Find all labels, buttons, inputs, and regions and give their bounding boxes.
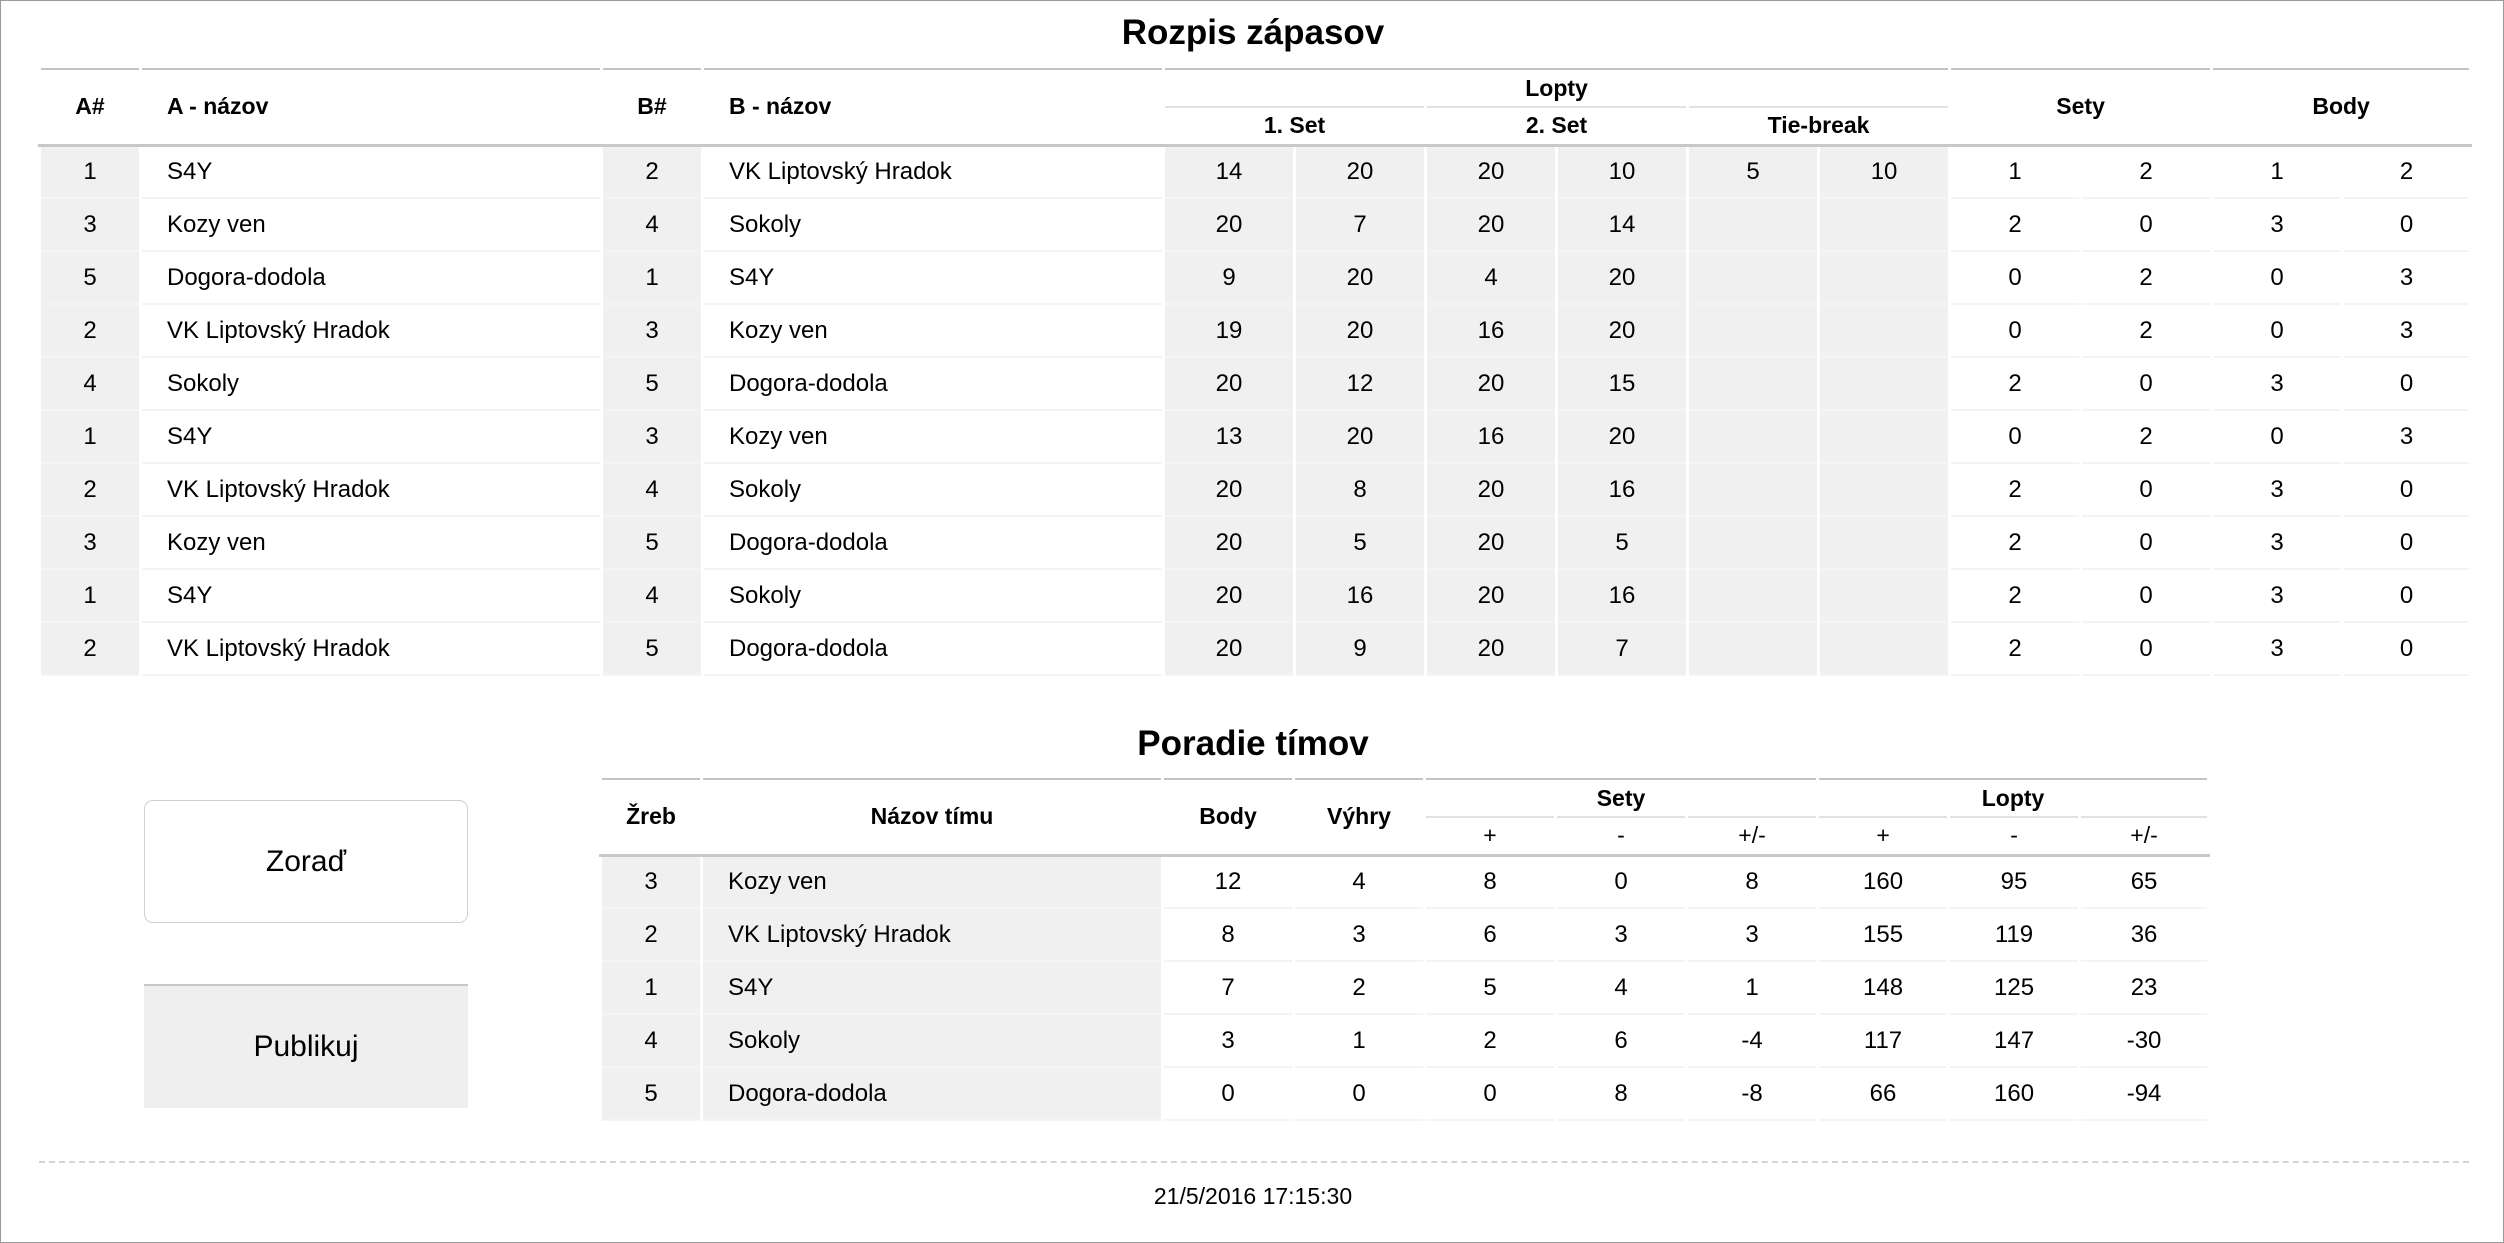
cell-sets-a: 2 xyxy=(1950,569,2081,622)
col-header-tiebreak: Tie-break xyxy=(1688,107,1950,145)
col-header-a-num: A# xyxy=(40,69,141,145)
table-row xyxy=(40,357,2471,410)
timestamp: 21/5/2016 17:15:30 xyxy=(1153,1183,1353,1209)
cell-b-name: Dogora-dodola xyxy=(703,357,1164,410)
cell-tiebreak-a xyxy=(1688,198,1819,251)
cell-set1-a: 20 xyxy=(1164,569,1295,622)
cell-b-name: Dogora-dodola xyxy=(703,622,1164,675)
cell-b-name: Sokoly xyxy=(703,463,1164,516)
cell-points-b: 3 xyxy=(2343,410,2471,463)
cell-sets-minus: 6 xyxy=(1556,1014,1687,1067)
cell-set1-a: 20 xyxy=(1164,463,1295,516)
cell-sets-a: 2 xyxy=(1950,198,2081,251)
cell-sets-minus: 0 xyxy=(1556,855,1687,908)
cell-sets-minus: 4 xyxy=(1556,961,1687,1014)
cell-set1-a: 14 xyxy=(1164,145,1295,198)
col-header-balls-plus: + xyxy=(1818,817,1949,855)
cell-sets-b: 0 xyxy=(2081,198,2212,251)
cell-points: 8 xyxy=(1163,908,1294,961)
cell-sets-a: 2 xyxy=(1950,357,2081,410)
cell-points-a: 3 xyxy=(2212,622,2343,675)
cell-set1-b: 20 xyxy=(1295,410,1426,463)
cell-team: VK Liptovský Hradok xyxy=(702,908,1163,961)
cell-balls-minus: 119 xyxy=(1949,908,2080,961)
cell-sets-diff: 8 xyxy=(1687,855,1818,908)
cell-set1-a: 13 xyxy=(1164,410,1295,463)
cell-tiebreak-a xyxy=(1688,463,1819,516)
table-row xyxy=(601,855,2209,908)
cell-tiebreak-a xyxy=(1688,357,1819,410)
col-header-balls: Lopty xyxy=(1164,69,1950,107)
table-row xyxy=(40,198,2471,251)
cell-set2-a: 20 xyxy=(1426,145,1557,198)
cell-a-num: 1 xyxy=(40,145,141,198)
cell-b-num: 3 xyxy=(602,304,703,357)
cell-b-num: 5 xyxy=(602,357,703,410)
cell-a-num: 5 xyxy=(40,251,141,304)
cell-balls-diff: 36 xyxy=(2080,908,2209,961)
cell-set1-b: 8 xyxy=(1295,463,1426,516)
cell-points-a: 1 xyxy=(2212,145,2343,198)
cell-sets-b: 0 xyxy=(2081,516,2212,569)
cell-set1-b: 12 xyxy=(1295,357,1426,410)
cell-sets-a: 2 xyxy=(1950,516,2081,569)
col-header-b-name: B - názov xyxy=(703,69,1164,145)
cell-tiebreak-b xyxy=(1819,463,1950,516)
cell-tiebreak-a xyxy=(1688,304,1819,357)
cell-a-name: S4Y xyxy=(141,569,602,622)
cell-points: 12 xyxy=(1163,855,1294,908)
cell-sets-b: 0 xyxy=(2081,463,2212,516)
cell-balls-plus: 66 xyxy=(1818,1067,1949,1120)
cell-a-name: Sokoly xyxy=(141,357,602,410)
cell-sets-a: 0 xyxy=(1950,410,2081,463)
col-header-team-points: Body xyxy=(1163,779,1294,855)
col-header-team-balls: Lopty xyxy=(1818,779,2209,817)
cell-set2-b: 20 xyxy=(1557,304,1688,357)
cell-set2-b: 16 xyxy=(1557,569,1688,622)
cell-balls-minus: 125 xyxy=(1949,961,2080,1014)
cell-b-name: Sokoly xyxy=(703,569,1164,622)
cell-a-name: VK Liptovský Hradok xyxy=(141,463,602,516)
cell-points-b: 0 xyxy=(2343,516,2471,569)
col-header-team-sets: Sety xyxy=(1425,779,1818,817)
cell-a-num: 2 xyxy=(40,463,141,516)
cell-set2-b: 20 xyxy=(1557,410,1688,463)
cell-wins: 3 xyxy=(1294,908,1425,961)
cell-set1-a: 20 xyxy=(1164,622,1295,675)
cell-tiebreak-b xyxy=(1819,304,1950,357)
cell-a-num: 3 xyxy=(40,516,141,569)
cell-set2-b: 16 xyxy=(1557,463,1688,516)
cell-tiebreak-a xyxy=(1688,410,1819,463)
cell-sets-plus: 0 xyxy=(1425,1067,1556,1120)
table-row xyxy=(601,1067,2209,1120)
cell-balls-diff: 23 xyxy=(2080,961,2209,1014)
cell-tiebreak-b xyxy=(1819,410,1950,463)
cell-sets-a: 1 xyxy=(1950,145,2081,198)
col-header-wins: Výhry xyxy=(1294,779,1425,855)
cell-points: 3 xyxy=(1163,1014,1294,1067)
cell-set1-b: 20 xyxy=(1295,251,1426,304)
cell-b-num: 4 xyxy=(602,569,703,622)
cell-draw: 3 xyxy=(601,855,702,908)
cell-sets-diff: -4 xyxy=(1687,1014,1818,1067)
cell-points-a: 0 xyxy=(2212,410,2343,463)
cell-points-a: 3 xyxy=(2212,463,2343,516)
cell-points-a: 3 xyxy=(2212,198,2343,251)
cell-set2-a: 20 xyxy=(1426,198,1557,251)
cell-points-b: 3 xyxy=(2343,304,2471,357)
cell-sets-b: 2 xyxy=(2081,410,2212,463)
col-header-set2: 2. Set xyxy=(1426,107,1688,145)
cell-balls-minus: 147 xyxy=(1949,1014,2080,1067)
cell-sets-plus: 2 xyxy=(1425,1014,1556,1067)
cell-a-num: 2 xyxy=(40,622,141,675)
cell-balls-minus: 95 xyxy=(1949,855,2080,908)
cell-tiebreak-b xyxy=(1819,357,1950,410)
cell-sets-a: 0 xyxy=(1950,251,2081,304)
cell-sets-a: 0 xyxy=(1950,304,2081,357)
cell-tiebreak-b xyxy=(1819,569,1950,622)
cell-set1-a: 20 xyxy=(1164,516,1295,569)
cell-wins: 4 xyxy=(1294,855,1425,908)
cell-set1-b: 7 xyxy=(1295,198,1426,251)
cell-sets-b: 2 xyxy=(2081,145,2212,198)
cell-set1-b: 9 xyxy=(1295,622,1426,675)
cell-set2-b: 20 xyxy=(1557,251,1688,304)
schedule-table xyxy=(38,68,2472,676)
standings-title: Poradie tímov xyxy=(1137,724,1369,763)
cell-draw: 1 xyxy=(601,961,702,1014)
cell-a-num: 1 xyxy=(40,569,141,622)
schedule-title: Rozpis zápasov xyxy=(1121,13,1385,52)
cell-b-num: 4 xyxy=(602,198,703,251)
cell-balls-diff: 65 xyxy=(2080,855,2209,908)
cell-b-name: Kozy ven xyxy=(703,410,1164,463)
cell-set2-b: 5 xyxy=(1557,516,1688,569)
cell-tiebreak-a xyxy=(1688,516,1819,569)
cell-tiebreak-b xyxy=(1819,516,1950,569)
cell-points-b: 0 xyxy=(2343,463,2471,516)
cell-b-name: VK Liptovský Hradok xyxy=(703,145,1164,198)
col-header-balls-diff: +/- xyxy=(2080,817,2209,855)
cell-tiebreak-b xyxy=(1819,251,1950,304)
cell-balls-diff: -30 xyxy=(2080,1014,2209,1067)
col-header-points: Body xyxy=(2212,69,2471,145)
cell-points-b: 0 xyxy=(2343,198,2471,251)
cell-balls-plus: 148 xyxy=(1818,961,1949,1014)
cell-sets-b: 2 xyxy=(2081,251,2212,304)
cell-sets-plus: 5 xyxy=(1425,961,1556,1014)
cell-sets-diff: 3 xyxy=(1687,908,1818,961)
table-row xyxy=(40,622,2471,675)
cell-points-a: 3 xyxy=(2212,516,2343,569)
cell-sets-a: 2 xyxy=(1950,463,2081,516)
cell-sets-minus: 3 xyxy=(1556,908,1687,961)
cell-a-name: S4Y xyxy=(141,410,602,463)
cell-a-name: VK Liptovský Hradok xyxy=(141,622,602,675)
cell-a-name: Dogora-dodola xyxy=(141,251,602,304)
cell-b-num: 3 xyxy=(602,410,703,463)
cell-draw: 4 xyxy=(601,1014,702,1067)
col-header-set1: 1. Set xyxy=(1164,107,1426,145)
cell-set1-b: 16 xyxy=(1295,569,1426,622)
cell-team: Dogora-dodola xyxy=(702,1067,1163,1120)
cell-sets-a: 2 xyxy=(1950,622,2081,675)
cell-set2-a: 20 xyxy=(1426,463,1557,516)
cell-a-num: 3 xyxy=(40,198,141,251)
cell-tiebreak-b xyxy=(1819,198,1950,251)
table-row xyxy=(40,145,2471,198)
cell-points-a: 3 xyxy=(2212,357,2343,410)
cell-a-name: VK Liptovský Hradok xyxy=(141,304,602,357)
cell-set2-b: 15 xyxy=(1557,357,1688,410)
cell-sets-minus: 8 xyxy=(1556,1067,1687,1120)
cell-balls-plus: 155 xyxy=(1818,908,1949,961)
cell-b-name: S4Y xyxy=(703,251,1164,304)
table-row xyxy=(601,908,2209,961)
cell-a-num: 2 xyxy=(40,304,141,357)
cell-points-a: 0 xyxy=(2212,304,2343,357)
cell-set2-b: 7 xyxy=(1557,622,1688,675)
cell-set1-a: 9 xyxy=(1164,251,1295,304)
col-header-sets-diff: +/- xyxy=(1687,817,1818,855)
table-row xyxy=(601,1014,2209,1067)
cell-points-b: 3 xyxy=(2343,251,2471,304)
cell-set1-b: 20 xyxy=(1295,304,1426,357)
cell-balls-plus: 160 xyxy=(1818,855,1949,908)
cell-tiebreak-a xyxy=(1688,622,1819,675)
table-row xyxy=(40,304,2471,357)
cell-b-num: 1 xyxy=(602,251,703,304)
cell-tiebreak-a xyxy=(1688,251,1819,304)
cell-set2-a: 16 xyxy=(1426,304,1557,357)
cell-sets-plus: 8 xyxy=(1425,855,1556,908)
table-row xyxy=(40,410,2471,463)
cell-points-a: 0 xyxy=(2212,251,2343,304)
cell-set1-b: 20 xyxy=(1295,145,1426,198)
cell-b-name: Dogora-dodola xyxy=(703,516,1164,569)
cell-set2-b: 14 xyxy=(1557,198,1688,251)
cell-sets-b: 0 xyxy=(2081,622,2212,675)
cell-set1-a: 20 xyxy=(1164,198,1295,251)
cell-points: 7 xyxy=(1163,961,1294,1014)
cell-set1-a: 20 xyxy=(1164,357,1295,410)
table-row xyxy=(40,569,2471,622)
cell-set2-a: 16 xyxy=(1426,410,1557,463)
cell-a-name: Kozy ven xyxy=(141,198,602,251)
cell-b-name: Kozy ven xyxy=(703,304,1164,357)
table-row xyxy=(40,463,2471,516)
table-row xyxy=(40,251,2471,304)
cell-tiebreak-a xyxy=(1688,569,1819,622)
table-row xyxy=(40,516,2471,569)
cell-sets-b: 0 xyxy=(2081,569,2212,622)
cell-b-num: 5 xyxy=(602,516,703,569)
col-header-sets: Sety xyxy=(1950,69,2212,145)
cell-points-b: 0 xyxy=(2343,622,2471,675)
cell-a-num: 4 xyxy=(40,357,141,410)
cell-set2-a: 20 xyxy=(1426,622,1557,675)
cell-team: Kozy ven xyxy=(702,855,1163,908)
cell-sets-diff: -8 xyxy=(1687,1067,1818,1120)
cell-draw: 2 xyxy=(601,908,702,961)
cell-wins: 1 xyxy=(1294,1014,1425,1067)
cell-b-num: 2 xyxy=(602,145,703,198)
cell-sets-b: 2 xyxy=(2081,304,2212,357)
cell-sets-plus: 6 xyxy=(1425,908,1556,961)
cell-set2-a: 4 xyxy=(1426,251,1557,304)
cell-tiebreak-b xyxy=(1819,622,1950,675)
cell-b-num: 4 xyxy=(602,463,703,516)
cell-tiebreak-a: 5 xyxy=(1688,145,1819,198)
col-header-a-name: A - názov xyxy=(141,69,602,145)
col-header-sets-minus: - xyxy=(1556,817,1687,855)
cell-tiebreak-b: 10 xyxy=(1819,145,1950,198)
cell-wins: 2 xyxy=(1294,961,1425,1014)
publish-button[interactable]: Publikuj xyxy=(144,984,468,1108)
cell-team: Sokoly xyxy=(702,1014,1163,1067)
cell-points-a: 3 xyxy=(2212,569,2343,622)
cell-set1-a: 19 xyxy=(1164,304,1295,357)
cell-balls-plus: 117 xyxy=(1818,1014,1949,1067)
cell-b-num: 5 xyxy=(602,622,703,675)
cell-balls-minus: 160 xyxy=(1949,1067,2080,1120)
cell-sets-diff: 1 xyxy=(1687,961,1818,1014)
cell-set2-a: 20 xyxy=(1426,516,1557,569)
cell-points: 0 xyxy=(1163,1067,1294,1120)
col-header-balls-minus: - xyxy=(1949,817,2080,855)
col-header-sets-plus: + xyxy=(1425,817,1556,855)
cell-a-name: S4Y xyxy=(141,145,602,198)
table-row xyxy=(601,961,2209,1014)
cell-draw: 5 xyxy=(601,1067,702,1120)
cell-points-b: 0 xyxy=(2343,357,2471,410)
cell-sets-b: 0 xyxy=(2081,357,2212,410)
cell-wins: 0 xyxy=(1294,1067,1425,1120)
footer-divider xyxy=(39,1161,2469,1163)
col-header-team: Názov tímu xyxy=(702,779,1163,855)
cell-balls-diff: -94 xyxy=(2080,1067,2209,1120)
cell-team: S4Y xyxy=(702,961,1163,1014)
cell-set2-b: 10 xyxy=(1557,145,1688,198)
cell-points-b: 0 xyxy=(2343,569,2471,622)
cell-set1-b: 5 xyxy=(1295,516,1426,569)
col-header-b-num: B# xyxy=(602,69,703,145)
cell-a-name: Kozy ven xyxy=(141,516,602,569)
col-header-draw: Žreb xyxy=(601,779,702,855)
standings-table xyxy=(599,778,2210,1121)
cell-b-name: Sokoly xyxy=(703,198,1164,251)
cell-a-num: 1 xyxy=(40,410,141,463)
sort-button[interactable]: Zoraď xyxy=(144,800,468,923)
cell-set2-a: 20 xyxy=(1426,569,1557,622)
cell-set2-a: 20 xyxy=(1426,357,1557,410)
cell-points-b: 2 xyxy=(2343,145,2471,198)
